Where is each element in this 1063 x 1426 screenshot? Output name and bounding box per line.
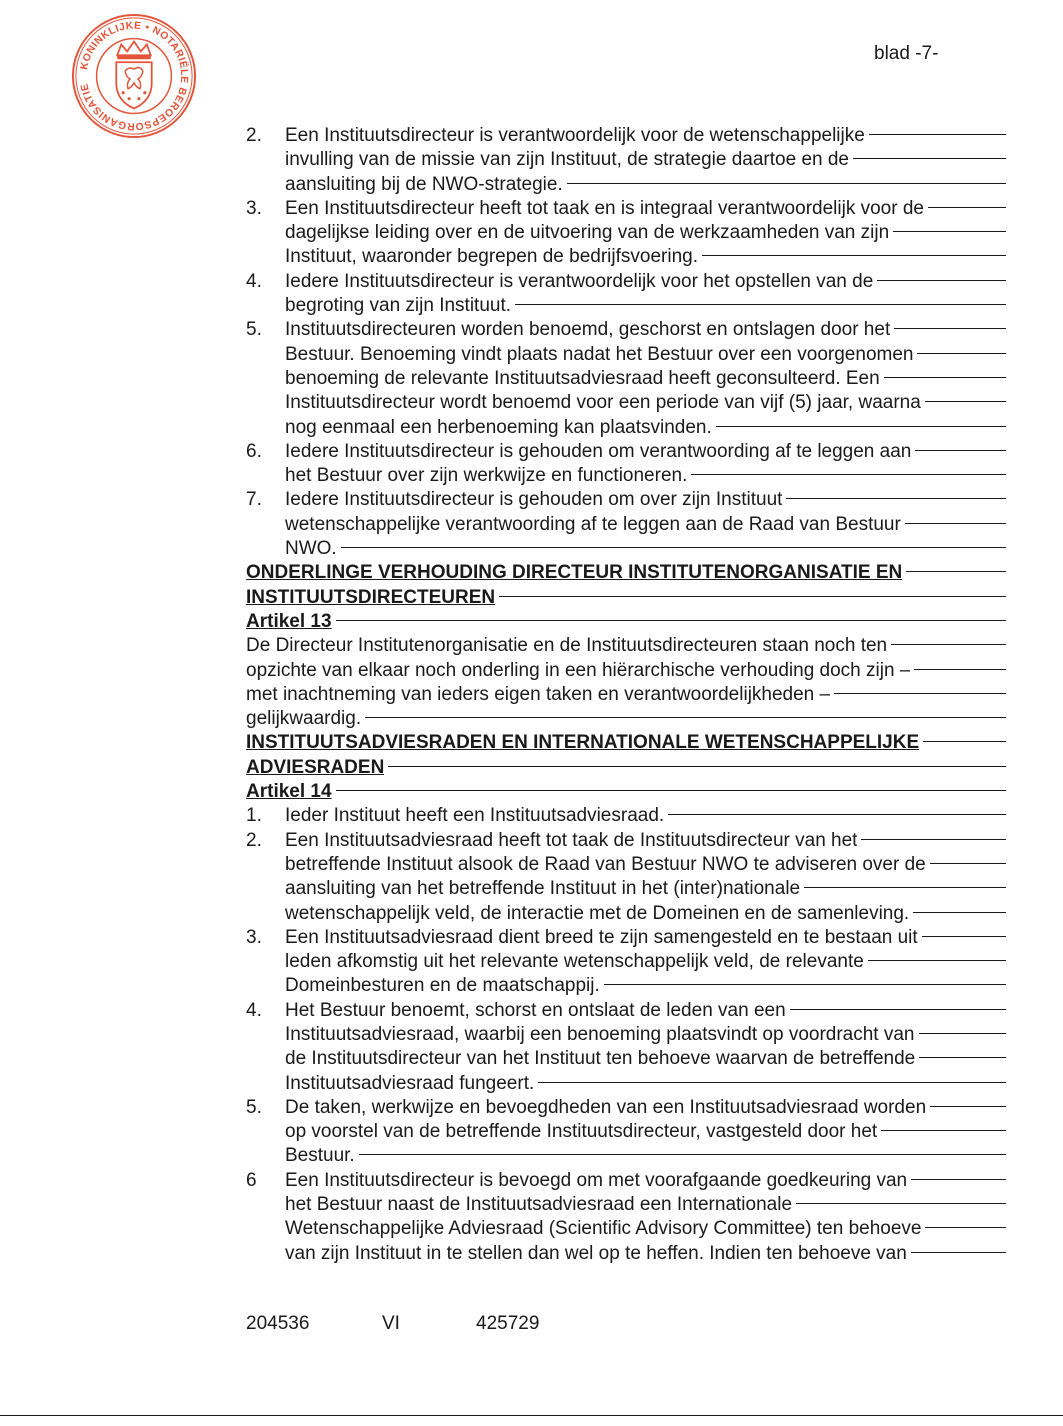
- fill-dash: [869, 134, 1006, 135]
- line-text: NWO.: [285, 538, 337, 560]
- list-item-line: [246, 926, 1006, 950]
- list-item-continuation: [246, 537, 1006, 561]
- list-item-continuation: [246, 1023, 1006, 1047]
- line-text: gelijkwaardig.: [246, 708, 362, 730]
- list-item-continuation: [246, 245, 1006, 269]
- line-text: betreffende Instituut alsook de Raad van Bestuur NWO te adviseren over de: [285, 853, 926, 875]
- line-text: De taken, werkwijze en bevoegdheden van een Instituutsadviesraad worden: [285, 1096, 927, 1118]
- list-item-continuation: [246, 391, 1006, 415]
- list-item-line: [246, 1169, 1006, 1193]
- fill-dash: [922, 936, 1006, 937]
- line-text: Iedere Instituutsdirecteur is gehouden om over zijn Instituut: [285, 489, 783, 511]
- line-text: Een Instituutsdirecteur is verantwoordelijk voor de wetenschappelijke: [285, 125, 865, 146]
- line-text: benoeming de relevante Instituutsadviesraad heeft geconsulteerd. Een: [285, 367, 880, 389]
- line-text: dagelijkse leiding over en de uitvoering van de werkzaamheden van zijn: [285, 222, 890, 244]
- list-item-line: [246, 829, 1006, 853]
- fill-dash: [388, 766, 1006, 767]
- line-text: begroting van zijn Instituut.: [285, 295, 512, 317]
- section-heading: [246, 586, 1006, 610]
- fill-dash: [930, 863, 1006, 864]
- line-text: het Bestuur over zijn werkwijze en functioneren.: [285, 465, 688, 487]
- fill-dash: [930, 1106, 1006, 1107]
- line-text: opzichte van elkaar noch onderling in een hiërarchische verhouding doch zijn –: [246, 659, 911, 681]
- list-item-number: 4.: [246, 270, 262, 292]
- fill-dash: [913, 912, 1006, 913]
- list-item-continuation: [246, 902, 1006, 926]
- line-text: Instituutsdirecteur wordt benoemd voor een periode van vijf (5) jaar, waarna: [285, 392, 921, 414]
- list-item-continuation: [246, 294, 1006, 318]
- list-item-number: 2.: [246, 125, 262, 146]
- fill-dash: [336, 620, 1006, 621]
- fill-dash: [861, 839, 1006, 840]
- fill-dash: [499, 596, 1006, 597]
- fill-dash: [834, 693, 1006, 694]
- svg-text:KONINKLIJKE • NOTARIËLE BEROEP: KONINKLIJKE • NOTARIËLE BEROEPSORGANISATIE: [79, 20, 190, 132]
- fill-dash: [893, 231, 1006, 232]
- list-item-line: [246, 197, 1006, 221]
- line-text: Een Instituutsdirecteur heeft tot taak en is integraal verantwoordelijk voor de: [285, 197, 924, 219]
- fill-dash: [914, 669, 1006, 670]
- list-item-number: 6: [246, 1169, 257, 1191]
- fill-dash: [925, 1227, 1006, 1228]
- fill-dash: [365, 717, 1006, 718]
- line-text: Artikel 14: [246, 781, 332, 803]
- line-text: Instituutsdirecteuren worden benoemd, geschorst en ontslagen door het: [285, 319, 891, 341]
- line-text: Het Bestuur benoemt, schorst en ontslaat de leden van een: [285, 999, 786, 1021]
- list-item-line: [246, 440, 1006, 464]
- list-item-line: [246, 999, 1006, 1023]
- footer-reference-2: VI: [382, 1313, 400, 1334]
- fill-dash: [923, 741, 1006, 742]
- list-item-number: 5.: [246, 319, 262, 341]
- list-item-continuation: [246, 416, 1006, 440]
- list-item-line: [246, 804, 1006, 828]
- line-text: leden afkomstig uit het relevante wetenschappelijk veld, de relevante: [285, 951, 864, 973]
- fill-dash: [691, 474, 1006, 475]
- fill-dash: [915, 450, 1006, 451]
- list-item-number: 4.: [246, 999, 262, 1021]
- line-text: Bestuur. Benoeming vindt plaats nadat het Bestuur over een voorgenomen: [285, 343, 914, 365]
- fill-dash: [515, 304, 1006, 305]
- fill-dash: [894, 328, 1006, 329]
- fill-dash: [925, 401, 1006, 402]
- fill-dash: [604, 984, 1006, 985]
- line-text: ADVIESRADEN: [246, 756, 385, 778]
- page-number: blad -7-: [874, 43, 939, 64]
- line-text: ONDERLINGE VERHOUDING DIRECTEUR INSTITUTENORGANISATIE EN: [246, 562, 903, 584]
- fill-dash: [853, 158, 1006, 159]
- line-text: Een Instituutsadviesraad heeft tot taak de Instituutsdirecteur van het: [285, 829, 858, 851]
- section-heading: [246, 561, 1006, 585]
- fill-dash: [881, 1130, 1006, 1131]
- fill-dash: [567, 183, 1006, 184]
- line-text: nog eenmaal een herbenoeming kan plaatsvinden.: [285, 416, 712, 438]
- fill-dash: [891, 644, 1006, 645]
- line-text: De Directeur Institutenorganisatie en de Instituutsdirecteuren staan noch ten: [246, 635, 888, 657]
- section-heading: [246, 780, 1006, 804]
- line-text: aansluiting bij de NWO-strategie.: [285, 173, 563, 195]
- list-item-continuation: [246, 513, 1006, 537]
- fill-dash: [911, 1179, 1006, 1180]
- footer-reference-3: 425729: [476, 1313, 540, 1334]
- paragraph-line: [246, 683, 1006, 707]
- line-text: het Bestuur naast de Instituutsadviesraad een Internationale: [285, 1194, 793, 1216]
- fill-dash: [790, 1009, 1006, 1010]
- list-item-continuation: [246, 950, 1006, 974]
- list-item-continuation: [246, 343, 1006, 367]
- fill-dash: [668, 814, 1006, 815]
- list-item-number: 2.: [246, 829, 262, 851]
- list-item-continuation: [246, 367, 1006, 391]
- list-item-continuation: [246, 1242, 1006, 1266]
- list-item-continuation: [246, 173, 1006, 197]
- list-item-continuation: [246, 974, 1006, 998]
- list-item-number: 1.: [246, 805, 262, 827]
- line-text: Instituut, waaronder begrepen de bedrijfsvoering.: [285, 246, 698, 268]
- line-text: Iedere Instituutsdirecteur is gehouden om verantwoording af te leggen aan: [285, 440, 912, 462]
- section-heading: [246, 731, 1006, 755]
- line-text: invulling van de missie van zijn Instituut, de strategie daartoe en de: [285, 149, 849, 171]
- bottom-rule: [0, 1415, 1063, 1416]
- fill-dash: [919, 1033, 1007, 1034]
- list-item-number: 7.: [246, 489, 262, 511]
- line-text: INSTITUUTSADVIESRADEN EN INTERNATIONALE WETENSCHAPPELIJKE: [246, 732, 920, 754]
- fill-dash: [804, 887, 1006, 888]
- fill-dash: [905, 523, 1006, 524]
- list-item-continuation: [246, 1144, 1006, 1168]
- list-item-continuation: [246, 148, 1006, 172]
- line-text: aansluiting van het betreffende Instituut in het (inter)nationale: [285, 878, 801, 900]
- fill-dash: [538, 1082, 1006, 1083]
- line-text: de Instituutsdirecteur van het Instituut ten behoeve waarvan de betreffende: [285, 1048, 916, 1070]
- fill-dash: [336, 790, 1006, 791]
- paragraph-line: [246, 634, 1006, 658]
- list-item-line: [246, 488, 1006, 512]
- fill-dash: [702, 255, 1006, 256]
- list-item-continuation: [246, 464, 1006, 488]
- fill-dash: [868, 960, 1006, 961]
- list-item-continuation: [246, 1072, 1006, 1096]
- fill-dash: [877, 280, 1006, 281]
- list-item-number: 6.: [246, 440, 262, 462]
- line-text: wetenschappelijk veld, de interactie met de Domeinen en de samenleving.: [285, 902, 910, 924]
- list-item-continuation: [246, 853, 1006, 877]
- list-item-number: 3.: [246, 197, 262, 219]
- list-item-number: 3.: [246, 926, 262, 948]
- fill-dash: [786, 498, 1006, 499]
- paragraph-line: [246, 659, 1006, 683]
- list-item-line: [246, 270, 1006, 294]
- list-item-continuation: [246, 877, 1006, 901]
- list-item-continuation: [246, 1047, 1006, 1071]
- line-text: Een Instituutsdirecteur is bevoegd om met voorafgaande goedkeuring van: [285, 1169, 908, 1191]
- list-item-line: [246, 124, 1006, 148]
- section-heading: [246, 756, 1006, 780]
- fill-dash: [341, 547, 1006, 548]
- document-body: [246, 124, 1006, 1266]
- line-text: INSTITUUTSDIRECTEUREN: [246, 586, 496, 608]
- notary-seal-logo: [70, 12, 198, 140]
- line-text: Een Instituutsadviesraad dient breed te zijn samengesteld en te bestaan uit: [285, 926, 918, 948]
- list-item-line: [246, 1096, 1006, 1120]
- line-text: Wetenschappelijke Adviesraad (Scientific Advisory Committee) ten behoeve: [285, 1218, 922, 1240]
- section-heading: [246, 610, 1006, 634]
- list-item-continuation: [246, 221, 1006, 245]
- list-item-number: 5.: [246, 1096, 262, 1118]
- fill-dash: [917, 353, 1006, 354]
- fill-dash: [884, 377, 1006, 378]
- fill-dash: [716, 426, 1006, 427]
- fill-dash: [796, 1203, 1006, 1204]
- line-text: van zijn Instituut in te stellen dan wel op te heffen. Indien ten behoeve van: [285, 1242, 907, 1264]
- line-text: Iedere Instituutsdirecteur is verantwoordelijk voor het opstellen van de: [285, 270, 874, 292]
- list-item-line: [246, 318, 1006, 342]
- line-text: wetenschappelijke verantwoording af te leggen aan de Raad van Bestuur: [285, 513, 901, 535]
- seal-graphic: [70, 12, 198, 140]
- fill-dash: [928, 207, 1006, 208]
- list-item-continuation: [246, 1120, 1006, 1144]
- list-item-continuation: [246, 1217, 1006, 1241]
- line-text: Instituutsadviesraad fungeert.: [285, 1072, 535, 1094]
- line-text: Instituutsadviesraad, waarbij een benoeming plaatsvindt op voordracht van: [285, 1023, 915, 1045]
- fill-dash: [919, 1057, 1006, 1058]
- line-text: Bestuur.: [285, 1145, 355, 1167]
- paragraph-line: [246, 707, 1006, 731]
- fill-dash: [911, 1252, 1006, 1253]
- fill-dash: [359, 1154, 1006, 1155]
- line-text: Artikel 13: [246, 610, 332, 632]
- line-text: Domeinbesturen en de maatschappij.: [285, 975, 600, 997]
- footer-reference-1: 204536: [246, 1313, 310, 1334]
- line-text: met inachtneming van ieders eigen taken en verantwoordelijkheden –: [246, 683, 831, 705]
- fill-dash: [906, 571, 1006, 572]
- line-text: op voorstel van de betreffende Instituutsdirecteur, vastgesteld door het: [285, 1121, 878, 1143]
- list-item-continuation: [246, 1193, 1006, 1217]
- line-text: Ieder Instituut heeft een Instituutsadviesraad.: [285, 805, 665, 827]
